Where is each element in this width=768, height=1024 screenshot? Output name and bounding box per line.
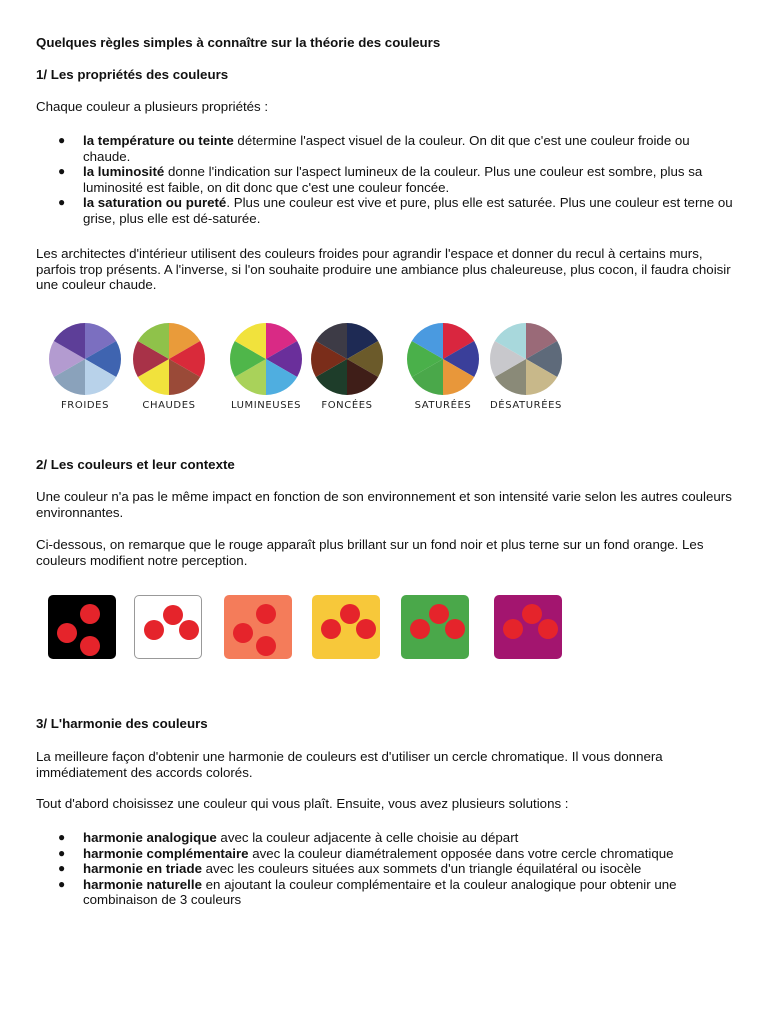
wheel-graphic xyxy=(132,322,206,396)
bullet-icon: ● xyxy=(58,830,66,844)
die-tile xyxy=(312,595,380,659)
wheel-graphic xyxy=(310,322,384,396)
color-wheel xyxy=(310,322,384,411)
section1-paragraph: Les architectes d'intérieur utilisent des couleurs froides pour agrandir l'espace et donner du recul à certains murs, parfois trop présents. A l'inverse, si l'on souhaite produire une ambiance plus chaleureuse, plus cocon, il faudra choisir une couleur chaude. xyxy=(36,246,731,292)
list-item-text: en ajoutant la couleur complémentaire et la couleur analogique pour obtenir une combinaison de 3 couleurs xyxy=(83,876,677,907)
red-pip xyxy=(233,623,253,643)
list-item xyxy=(36,133,736,164)
section2-heading: 2/ Les couleurs et leur contexte xyxy=(36,457,235,472)
dice-figure xyxy=(48,595,568,661)
list-item-term: la luminosité xyxy=(83,164,165,179)
red-pip xyxy=(80,604,100,624)
red-pip xyxy=(256,636,276,656)
list-item xyxy=(36,861,736,877)
section2-paragraph-2: Ci-dessous, on remarque que le rouge apparaît plus brillant sur un fond noir et plus terne sur un fond orange. Les couleurs modifient notre perception. xyxy=(36,537,704,568)
color-wheel xyxy=(48,322,122,411)
red-pip xyxy=(522,604,542,624)
red-pip xyxy=(179,620,199,640)
list-item-term: harmonie naturelle xyxy=(83,876,202,892)
list-item-text: . Plus une couleur est vive et pure, plus elle est saturée. Plus une couleur est terne ou grise, plus elle est dé-saturée. xyxy=(83,195,733,226)
red-pip xyxy=(503,619,523,639)
list-item-term: harmonie complémentaire xyxy=(83,845,249,861)
wheel-graphic xyxy=(406,322,480,396)
die-tile xyxy=(224,595,292,659)
wheel-graphic xyxy=(48,322,122,396)
list-item xyxy=(36,164,736,195)
red-pip xyxy=(321,619,341,639)
bullet-icon: ● xyxy=(58,861,66,875)
red-pip xyxy=(429,604,449,624)
color-wheel xyxy=(406,322,480,411)
red-pip xyxy=(538,619,558,639)
wheel-label: DÉSATURÉES xyxy=(490,400,562,411)
bullet-icon: ● xyxy=(58,164,66,178)
color-wheel xyxy=(489,322,563,411)
section3-paragraph-2: Tout d'abord choisissez une couleur qui vous plaît. Ensuite, vous avez plusieurs solutions : xyxy=(36,796,569,811)
section1-heading: 1/ Les propriétés des couleurs xyxy=(36,67,229,82)
red-pip xyxy=(340,604,360,624)
wheel-label: FONCÉES xyxy=(321,400,373,411)
list-item-term: harmonie en triade xyxy=(83,861,202,876)
red-pip xyxy=(410,619,430,639)
list-item-term: la température ou teinte xyxy=(83,133,234,148)
bullet-icon: ● xyxy=(58,133,66,147)
section2-paragraph-1: Une couleur n'a pas le même impact en fonction de son environnement et son intensité varie selon les autres couleurs environnantes. xyxy=(36,489,732,520)
red-pip xyxy=(445,619,465,639)
wheel-label: SATURÉES xyxy=(414,400,472,411)
red-pip xyxy=(57,623,77,643)
section3-heading: 3/ L'harmonie des couleurs xyxy=(36,716,208,731)
list-item-text: donne l'indication sur l'aspect lumineux de la couleur. Plus une couleur est sombre, plus sa luminosité est faible, on dit donc que c'est une couleur foncée. xyxy=(83,164,703,195)
section1-intro: Chaque couleur a plusieurs propriétés : xyxy=(36,99,269,114)
section3-paragraph-1: La meilleure façon d'obtenir une harmonie de couleurs est d'utiliser un cercle chromatique. Il vous donnera immédiatement des accords colorés. xyxy=(36,749,663,780)
list-item xyxy=(36,830,736,846)
bullet-icon: ● xyxy=(58,845,66,860)
list-item-text: avec la couleur adjacente à celle choisie au départ xyxy=(216,830,519,845)
bullet-icon: ● xyxy=(58,195,66,209)
list-item-text: avec la couleur diamétralement opposée dans votre cercle chromatique xyxy=(248,845,674,861)
wheel-graphic xyxy=(229,322,303,396)
list-item-text: détermine l'aspect visuel de la couleur. On dit que c'est une couleur froide ou chaude. xyxy=(83,133,690,164)
die-tile xyxy=(48,595,116,659)
color-wheel xyxy=(229,322,303,411)
wheel-label: LUMINEUSES xyxy=(230,400,302,411)
wheel-label: CHAUDES xyxy=(142,400,196,411)
color-wheel xyxy=(132,322,206,411)
bullet-icon: ● xyxy=(58,876,66,891)
list-item xyxy=(36,846,736,862)
document-title: Quelques règles simples à connaître sur la théorie des couleurs xyxy=(36,35,441,50)
red-pip xyxy=(163,605,183,625)
red-pip xyxy=(144,620,164,640)
list-item xyxy=(36,877,736,908)
list-item xyxy=(36,195,736,226)
die-tile xyxy=(401,595,469,659)
wheel-label: FROIDES xyxy=(60,400,110,411)
harmony-list xyxy=(36,830,736,908)
list-item-term: la saturation ou pureté xyxy=(83,195,227,210)
die-tile xyxy=(134,595,202,659)
die-tile xyxy=(494,595,562,659)
color-wheels-figure xyxy=(48,322,588,417)
red-pip xyxy=(80,636,100,656)
properties-list xyxy=(36,133,736,226)
list-item-term: harmonie analogique xyxy=(83,830,217,845)
red-pip xyxy=(256,604,276,624)
red-pip xyxy=(356,619,376,639)
wheel-graphic xyxy=(489,322,563,396)
list-item-text: avec les couleurs situées aux sommets d'un triangle équilatéral ou isocèle xyxy=(201,861,642,876)
